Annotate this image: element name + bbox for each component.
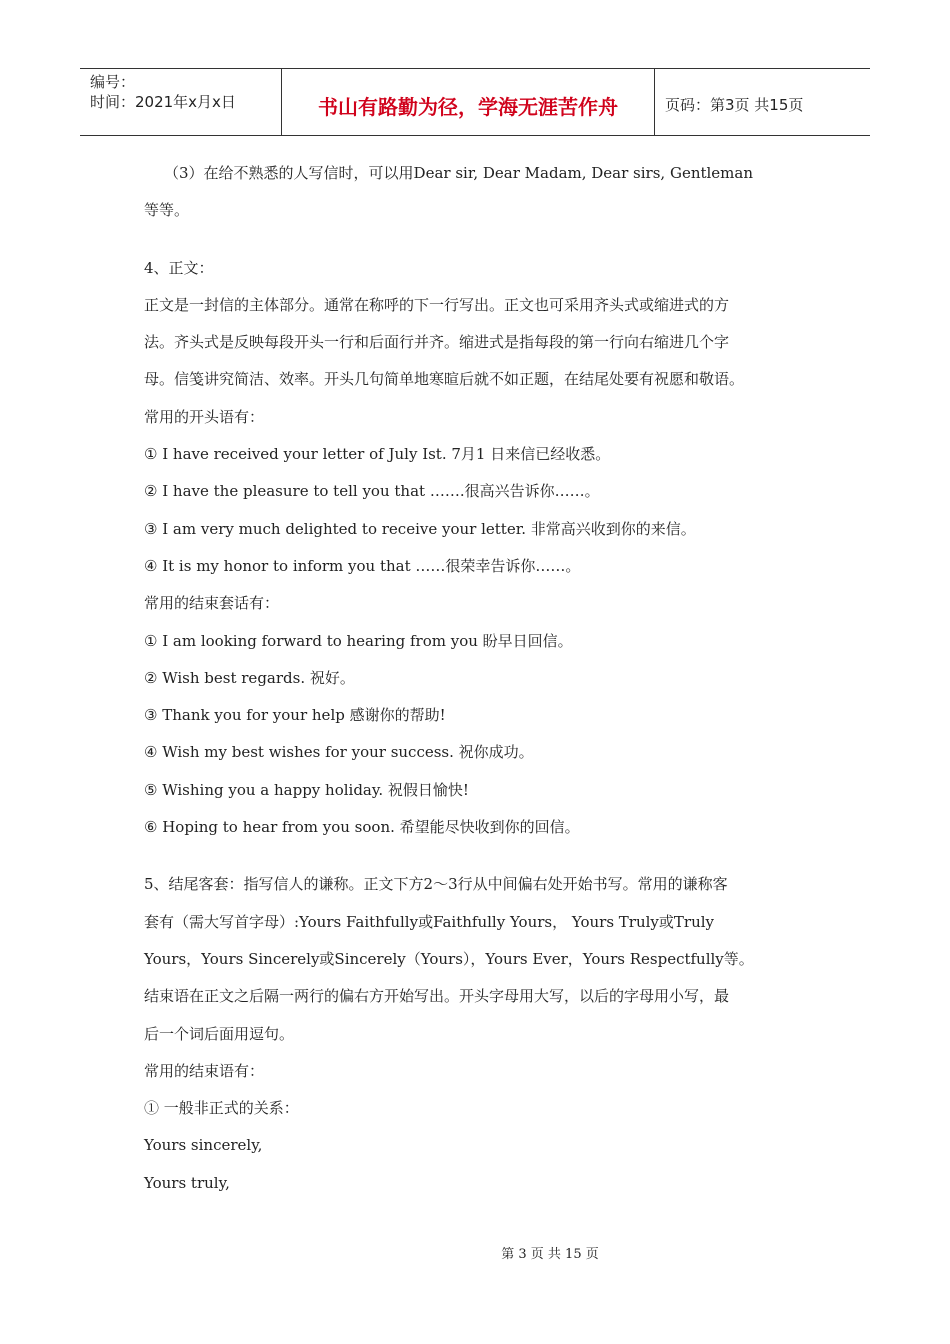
paragraph-line: 套有（需大写首字母）:Yours Faithfully或Faithfully Yours， Yours Truly或Truly bbox=[144, 912, 715, 931]
list-item: ⑥ Hoping to hear from you soon. 希望能尽快收到你的回信。 bbox=[144, 818, 580, 837]
list-item: ③ I am very much delighted to receive your letter. 非常高兴收到你的来信。 bbox=[144, 519, 696, 538]
paragraph-line: 后一个词后面用逗句。 bbox=[144, 1024, 295, 1043]
example-line: Yours truly, bbox=[144, 1173, 230, 1192]
document-header bbox=[80, 68, 870, 136]
list-title: 常用的开头语有： bbox=[144, 407, 265, 426]
list-item: ① I am looking forward to hearing from you 盼早日回信。 bbox=[144, 631, 573, 650]
paragraph-line: 5、结尾客套：指写信人的谦称。正文下方2～3行从中间偏右处开始书写。常用的谦称客 bbox=[144, 875, 728, 894]
header-page-label: 页码：第3页 共15页 bbox=[665, 95, 804, 114]
document-body bbox=[144, 155, 809, 1202]
list-item: ② I have the pleasure to tell you that …….很高兴告诉你……。 bbox=[144, 482, 600, 501]
list-title: 常用的结束语有： bbox=[144, 1061, 265, 1080]
header-meta bbox=[80, 69, 282, 135]
paragraph-line: （3）在给不熟悉的人写信时，可以用Dear sir, Dear Madam, Dear sirs, Gentleman bbox=[164, 164, 754, 182]
number-label: 编号： bbox=[90, 73, 136, 91]
paragraph-line: Yours，Yours Sincerely或Sincerely（Yours），Yours Ever，Yours Respectfully等。 bbox=[144, 949, 754, 968]
list-item: ③ Thank you for your help 感谢你的帮助! bbox=[144, 706, 446, 725]
paragraph-line: 正文是一封信的主体部分。通常在称呼的下一行写出。正文也可采用齐头式或缩进式的方 bbox=[144, 295, 730, 314]
header-motto: 书山有路勤为径，学海无涯苦作舟 bbox=[282, 69, 655, 135]
list-item: ④ It is my honor to inform you that ……很荣幸告诉你……。 bbox=[144, 556, 581, 575]
list-title: 常用的结束套话有： bbox=[144, 594, 280, 613]
example-line: Yours sincerely, bbox=[144, 1136, 263, 1155]
paragraph-line: 等等。 bbox=[144, 201, 190, 220]
page-footer bbox=[0, 1243, 950, 1262]
section-title: 4、正文： bbox=[144, 258, 214, 277]
list-item: ④ Wish my best wishes for your success. 祝你成功。 bbox=[144, 743, 534, 762]
paragraph-line: 母。信笺讲究简洁、效率。开头几句简单地寒暄后就不如正题，在结尾处要有祝愿和敬语。 bbox=[144, 370, 745, 389]
date-label: 时间：2021年x月x日 bbox=[90, 93, 236, 111]
list-item: ① I have received your letter of July Ist. 7月1 日来信已经收悉。 bbox=[144, 445, 611, 464]
footer-page-number: 第 3 页 共 15 页 bbox=[501, 1247, 599, 1262]
list-item: ① 一般非正式的关系： bbox=[144, 1099, 299, 1118]
paragraph-line: 结束语在正文之后隔一两行的偏右方开始写出。开头字母用大写，以后的字母用小写，最 bbox=[144, 987, 730, 1006]
paragraph-line: 法。齐头式是反映每段开头一行和后面行并齐。缩进式是指每段的第一行向右缩进几个字 bbox=[144, 333, 730, 352]
list-item: ② Wish best regards. 祝好。 bbox=[144, 668, 355, 687]
list-item: ⑤ Wishing you a happy holiday. 祝假日愉快! bbox=[144, 780, 469, 799]
